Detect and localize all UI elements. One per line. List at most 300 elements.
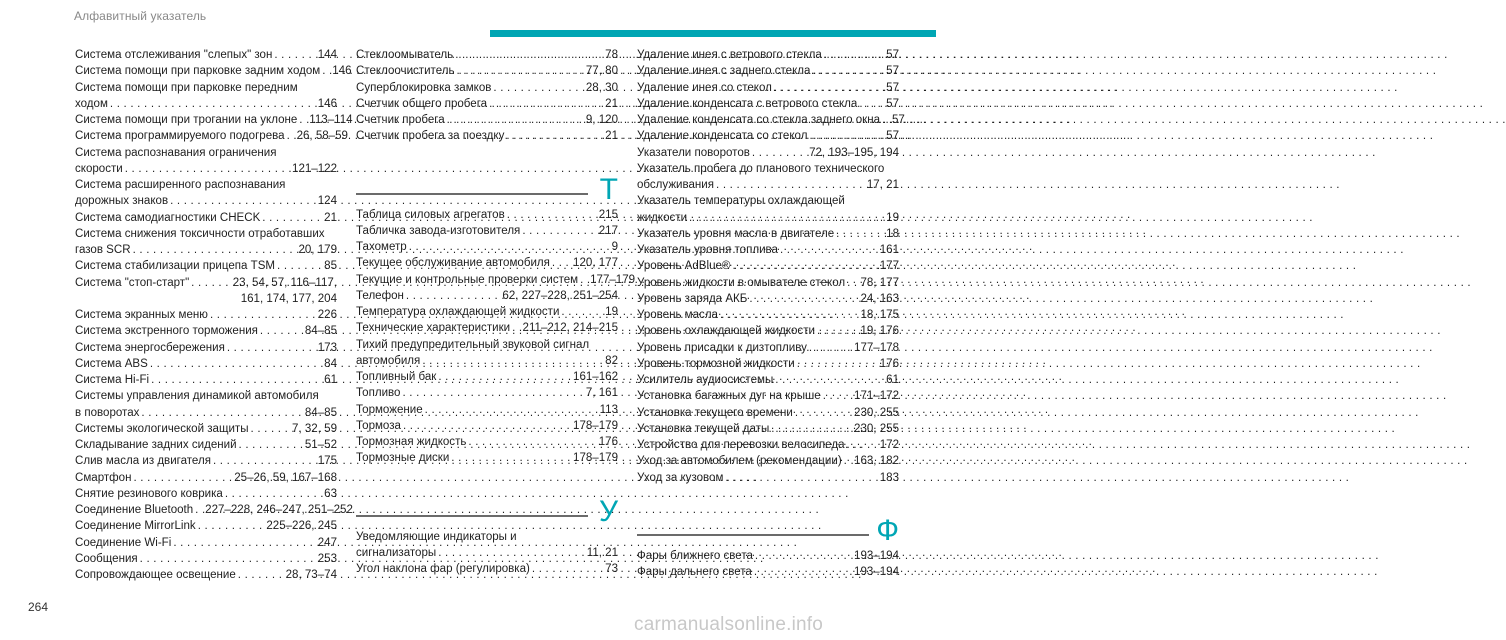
index-entry-line (75, 551, 337, 567)
index-entry-term: Уровень заряда АКБ (637, 292, 748, 305)
index-entry (75, 437, 337, 453)
index-entry-line (356, 272, 636, 288)
index-entry-pages: 124 (317, 195, 337, 208)
index-entry-term: Тормозные диски (356, 452, 450, 465)
dot-leader (407, 239, 612, 255)
index-entry-line (75, 437, 337, 453)
index-entry (637, 548, 899, 564)
index-entry (75, 470, 337, 486)
index-entry-term: Указатели поворотов (637, 146, 750, 159)
index-entry (637, 405, 899, 421)
section-divider-t (356, 145, 618, 207)
index-entry-term: Система Hi-Fi (75, 374, 150, 386)
index-entry-pages: 226 (317, 309, 337, 321)
index-entry (637, 421, 899, 437)
index-entry-term: Система "стоп-старт" (75, 276, 190, 289)
index-entry-pages: 84–85 (304, 325, 337, 338)
index-entry-line (356, 385, 618, 401)
index-entry-term: Складывание задних сидений (75, 439, 237, 451)
index-entry-term: Телефон (356, 289, 404, 302)
dot-leader (880, 112, 892, 128)
index-entry (356, 207, 618, 223)
index-column-1 (75, 47, 353, 583)
index-entry-term: Система стабилизации прицепа TSM (75, 260, 276, 273)
index-entry (356, 223, 618, 239)
section-letter-u: У (598, 494, 618, 528)
index-entry (356, 450, 618, 466)
dot-leader (718, 307, 860, 323)
index-entry-pages: 193–194 (854, 549, 899, 562)
index-entry-term: Система энергосбережения (75, 341, 225, 354)
dot-leader (208, 307, 318, 323)
dot-leader (445, 112, 586, 128)
index-entry-pages: 23, 54, 57, 116–117, (232, 276, 337, 289)
index-entry-line (75, 128, 348, 144)
index-entry-pages: 9, 120 (585, 114, 618, 126)
index-entry-pages: 77, 80 (585, 65, 618, 78)
index-entry-pages: 19, 176 (860, 325, 899, 338)
dot-leader (138, 551, 318, 567)
index-entry-pages: 144 (317, 49, 337, 61)
index-entry (75, 518, 337, 534)
index-entry-term: Уровень жидкости в омывателе стекол (637, 276, 846, 289)
index-entry-term: Табличка завода-изготовителя (356, 224, 521, 237)
index-entry-pages: 19 (886, 211, 899, 224)
index-entry-term: Уровень масла (637, 309, 718, 321)
index-entry (75, 63, 352, 79)
index-entry (75, 486, 337, 502)
index-entry-pages: 7, 32, 59 (292, 422, 337, 435)
index-entry-line (75, 63, 352, 79)
index-entry (356, 255, 618, 271)
dot-leader (237, 437, 305, 453)
dot-leader (225, 340, 318, 356)
section-divider-u (356, 467, 618, 529)
index-entry (356, 434, 618, 450)
index-entry-line (75, 518, 337, 534)
index-entry (75, 323, 337, 339)
index-entry-pages: 24, 163 (860, 292, 899, 305)
section-rule (637, 534, 869, 536)
index-entry-line (75, 405, 337, 421)
index-entry-term: Тахометр (356, 241, 407, 253)
dot-leader (510, 320, 522, 336)
index-entry (637, 275, 899, 291)
index-entry-term: Установка текущего времени (637, 406, 793, 419)
index-entry-line (75, 356, 337, 372)
index-entry-line (356, 561, 618, 577)
dot-leader (148, 356, 324, 372)
index-entry-term: Удаление конденсата с ветрового стекла (637, 97, 858, 110)
dot-leader (504, 128, 605, 144)
index-entry-line (637, 210, 899, 226)
index-entry-term: Уровень AdBlue® (637, 260, 731, 273)
dot-leader (108, 96, 318, 112)
index-entry-pages: 25–26, 59, 167–168 (234, 471, 337, 484)
dot-leader (449, 450, 573, 466)
index-entry-term: Счетчик общего пробега (356, 97, 488, 110)
index-entry-term: Фары ближнего света (637, 549, 753, 562)
index-entry-pages: 146 (317, 97, 337, 110)
index-entry-pages: 84–85 (304, 406, 337, 419)
dot-leader (423, 402, 600, 418)
index-entry-line (356, 434, 618, 450)
dot-leader (285, 128, 297, 144)
index-entry-term: Уход за автомобилем (рекомендации) (637, 455, 842, 468)
index-entry (356, 561, 618, 577)
index-entry-line (75, 372, 337, 388)
index-entry-term: Указатель уровня топлива (637, 244, 778, 256)
index-entry (356, 304, 618, 320)
dot-leader (249, 421, 293, 437)
index-entry-term-lead: Указатель температуры охлаждающей (637, 195, 845, 208)
index-entry-line (637, 258, 899, 274)
index-entry-pages: 121–122 (292, 162, 337, 175)
index-entry (75, 226, 337, 259)
index-entry-pages: 175 (317, 455, 337, 468)
index-entry-line (75, 307, 337, 323)
index-entry-line (637, 96, 899, 112)
index-entry-term: Сопровождающее освещение (75, 569, 236, 581)
index-entry-line (356, 450, 618, 466)
page-number: 264 (28, 600, 49, 614)
dot-leader (258, 323, 305, 339)
index-entry-line (75, 470, 337, 486)
index-entry-term-lead: Указатель пробега до планового технического (637, 162, 885, 175)
index-entry (637, 291, 899, 307)
dot-leader (236, 567, 286, 583)
index-entry (637, 80, 899, 96)
index-entry (75, 210, 337, 226)
index-entry-term: Торможение (356, 403, 423, 416)
dot-leader (687, 210, 886, 226)
index-entry-term: Уровень охлаждающей жидкости (637, 325, 815, 338)
index-entry-term: Система помощи при парковке задним ходом (75, 65, 321, 78)
index-entry-pages: 51–52 (304, 439, 337, 451)
index-entry-line (637, 340, 899, 356)
index-entry-line (637, 388, 899, 404)
index-entry-pages: 183 (879, 471, 899, 484)
index-entry-term: Удаление инея со стекол (637, 81, 772, 94)
watermark-text: carmanualsonline.info (634, 614, 824, 635)
index-entry (637, 47, 899, 63)
index-entry (356, 128, 618, 144)
index-entry-term: дорожных знаков (75, 195, 169, 208)
dot-leader (196, 518, 267, 534)
index-entry (75, 372, 337, 388)
index-entry (637, 112, 905, 128)
index-entry-term: Система ABS (75, 357, 148, 370)
index-entry-line (356, 320, 618, 336)
dot-leader (772, 80, 886, 96)
index-entry-line (75, 161, 337, 177)
index-group-u-continued (637, 47, 905, 486)
index-entry (356, 385, 618, 401)
index-entry-term: Слив масла из двигателя (75, 455, 211, 468)
index-entry-term: Фары дальнего света (637, 566, 752, 578)
index-entry-pages: 215 (598, 208, 618, 221)
index-entry-pages: 57 (892, 114, 905, 126)
index-entry (356, 320, 618, 336)
index-entry-term: Текущее обслуживание автомобиля (356, 257, 550, 270)
index-entry-term: Счетчик пробега за поездку (356, 130, 505, 143)
index-entry-line (637, 307, 899, 323)
header-accent-bar (490, 30, 936, 37)
index-entry-line (75, 210, 337, 226)
dot-leader (131, 242, 299, 258)
dot-leader (171, 535, 317, 551)
index-entry (637, 340, 899, 356)
dot-leader (752, 564, 854, 580)
index-entry-term: Система экстренного торможения (75, 325, 258, 338)
dot-leader (550, 255, 573, 271)
index-entry-line (356, 223, 618, 239)
index-entry-term-lead: Тихий предупредительный звуковой сигнал (356, 338, 590, 351)
index-entry-term: Тормозная жидкость (356, 436, 467, 448)
index-entry-term: Уровень тормозной жидкости (637, 357, 795, 370)
dot-leader (778, 242, 880, 258)
index-entry-pages: 163, 182 (854, 455, 899, 468)
index-entry-pages: 18, 175 (860, 309, 899, 321)
index-entry-term: Смартфон (75, 471, 132, 484)
index-entry-term: Установка текущей даты (637, 422, 770, 435)
index-entry-term: Стеклоочиститель (356, 65, 455, 78)
index-entry-pages: 211–212, 214–215 (522, 322, 618, 335)
index-entry-line (637, 80, 899, 96)
index-entry-line (356, 239, 618, 255)
index-entry-term-lead: Система распознавания ограничения (75, 146, 277, 159)
index-entry-pages: 62, 227–228, 251–254 (502, 289, 618, 302)
index-entry-line (75, 96, 337, 112)
index-entry-line (356, 402, 618, 418)
index-entry-line (637, 275, 899, 291)
index-entry-line (75, 421, 337, 437)
index-entry (75, 307, 337, 323)
dot-leader (491, 80, 585, 96)
index-entry-line (75, 242, 337, 258)
index-entry-term: Тормоза (356, 419, 401, 432)
index-entry (75, 80, 337, 113)
index-entry-line (75, 258, 337, 274)
dot-leader (815, 323, 861, 339)
index-entry (637, 63, 899, 79)
index-entry (356, 337, 618, 370)
index-entry-term: Сообщения (75, 552, 138, 565)
index-entry-line (356, 96, 618, 112)
index-entry-line (637, 421, 899, 437)
index-entry-pages: 173 (317, 341, 337, 354)
index-entry-pages: 57 (886, 65, 899, 78)
index-entry-line (356, 47, 618, 63)
dot-leader (401, 418, 573, 434)
index-entry (637, 372, 899, 388)
index-entry (356, 96, 618, 112)
index-entry-line (356, 304, 618, 320)
dot-leader (842, 453, 854, 469)
index-entry-term: сигнализаторы (356, 546, 437, 559)
index-entry-term-lead: Системы управления динамикой автомобиля (75, 390, 319, 403)
index-entry-line (637, 437, 899, 453)
index-entry-term: Текущие и контрольные проверки систем (356, 273, 579, 286)
index-group-u (356, 529, 618, 578)
index-entry-term: Указатель уровня масла в двигателе (637, 227, 835, 240)
section-rule (356, 193, 588, 195)
index-entry-term: Уход за кузовом (637, 471, 724, 484)
section-rule (356, 515, 588, 517)
index-entry-pages: 63 (324, 487, 337, 500)
dot-leader (773, 372, 886, 388)
index-entry-term: Угол наклона фар (регулировка) (356, 563, 530, 575)
index-entry (637, 96, 899, 112)
index-entry-line (637, 453, 899, 469)
dot-leader (520, 223, 598, 239)
index-entry-term: обслуживания (637, 179, 714, 191)
dot-leader (400, 385, 585, 401)
index-entry-line (356, 80, 618, 96)
index-entry (637, 242, 899, 258)
index-entry (356, 402, 618, 418)
dot-leader (168, 193, 318, 209)
index-entry-pages: 176 (879, 357, 899, 370)
index-entry-pages: 225–226, 245 (266, 520, 337, 533)
dot-leader (578, 272, 590, 288)
index-entry-pages: 247 (317, 536, 337, 549)
index-entry (75, 535, 337, 551)
dot-leader (123, 161, 292, 177)
dot-leader (466, 434, 598, 450)
index-entry-line (75, 193, 337, 209)
index-entry (75, 47, 337, 63)
index-entry-term: Система экранных меню (75, 309, 208, 321)
index-entry-term: Соединение Wi-Fi (75, 536, 172, 549)
index-entry-pages: 161 (879, 244, 899, 256)
dot-leader (834, 226, 886, 242)
index-entry (356, 80, 618, 96)
index-entry-term: Соединение MirrorLink (75, 520, 196, 533)
index-entry-pages: 178–179 (573, 419, 618, 432)
index-entry-line (637, 470, 899, 486)
index-entry-line (637, 112, 905, 128)
index-entry (637, 307, 899, 323)
index-entry-term: Удаление инея с заднего стекла (637, 65, 811, 78)
index-entry-term: ходом (75, 97, 108, 110)
index-entry-line (75, 112, 353, 128)
index-entry (637, 437, 899, 453)
index-entry-line (637, 323, 899, 339)
section-letter-f: Ф (876, 513, 899, 547)
index-entry-line (75, 453, 337, 469)
index-entry-term: жидкости (637, 211, 688, 224)
index-entry (75, 258, 337, 274)
index-entry (356, 288, 618, 304)
index-entry-line (356, 418, 618, 434)
index-entry-term: скорости (75, 162, 123, 175)
index-entry-term: Система помощи при трогании на уклоне (75, 114, 298, 126)
dot-leader (505, 207, 599, 223)
dot-leader (845, 437, 880, 453)
index-entry-pages: 161–162 (573, 371, 618, 383)
index-entry-pages: 19 (605, 306, 618, 318)
index-entry-line (637, 372, 899, 388)
index-entry (637, 128, 899, 144)
index-entry-line (356, 369, 618, 385)
dot-leader (753, 548, 854, 564)
index-entry-term: Суперблокировка замков (356, 81, 492, 94)
index-entry (637, 564, 899, 580)
index-entry-pages: 57 (886, 97, 899, 110)
index-entry-pages: 82 (605, 354, 618, 367)
dot-leader (795, 356, 880, 372)
dot-leader (530, 561, 605, 577)
index-entry-pages: 177 (879, 260, 899, 273)
index-entry-line (637, 128, 899, 144)
dot-leader (793, 405, 854, 421)
index-entry-pages: 227–228, 246–247, 251–252 (205, 504, 353, 516)
dot-leader (821, 388, 854, 404)
dot-leader (810, 63, 886, 79)
index-group-t (356, 207, 636, 467)
index-entry (637, 470, 899, 486)
index-entry (356, 529, 618, 562)
index-entry-pages: 26, 58–59 (296, 130, 348, 143)
dot-leader (807, 340, 854, 356)
dot-leader (857, 96, 886, 112)
index-column-2 (356, 47, 636, 577)
index-entry-line (637, 145, 899, 161)
index-entry-pages: 193–194 (854, 566, 899, 578)
index-entry-pages: 177–179 (590, 273, 636, 286)
index-entry (75, 340, 337, 356)
index-group-f (637, 548, 899, 581)
index-entry-pages: 28, 73–74 (285, 569, 337, 581)
index-entry-pages: 217 (598, 224, 618, 237)
index-entry-pages: 21 (605, 97, 618, 110)
index-entry-pages: 61 (324, 374, 337, 386)
index-entry (75, 421, 337, 437)
dot-leader (436, 545, 587, 561)
index-entry-line (637, 356, 899, 372)
index-entry-term: Усилитель аудиосистемы (637, 374, 774, 386)
index-entry-term: газов SCR (75, 244, 131, 256)
index-entry-pages: 113–114 (309, 114, 353, 126)
dot-leader (807, 128, 886, 144)
index-entry-line (356, 63, 618, 79)
dot-leader (189, 275, 233, 291)
index-entry-pages: 20, 179 (298, 244, 337, 256)
index-entry-line (356, 353, 618, 369)
index-entry (637, 193, 899, 226)
index-entry-term-lead: Система снижения токсичности отработавших (75, 227, 325, 240)
index-entry-pages: 253 (317, 552, 337, 565)
index-entry-pages-continued: 161, 174, 177, 204 (240, 292, 337, 305)
index-entry-term: Система программируемого подогрева (75, 130, 285, 143)
index-entry-pages: 85 (324, 260, 337, 273)
index-entry-pages: 11, 21 (586, 546, 618, 559)
index-entry-term: Технические характеристики (356, 322, 511, 335)
index-entry-line (356, 207, 618, 223)
index-entry-pages: 177–178 (854, 341, 899, 354)
index-entry-pages: 21 (605, 130, 618, 143)
dot-leader (211, 453, 318, 469)
index-entry-term: Снятие резинового коврика (75, 487, 223, 500)
index-entry-line (637, 242, 899, 258)
index-entry-term: Топливный бак (356, 371, 437, 383)
index-entry (637, 226, 899, 242)
index-entry-line (356, 255, 618, 271)
dot-leader (559, 304, 605, 320)
index-entry-term: Система самодиагностики CHECK (75, 211, 261, 224)
index-entry-term: Соединение Bluetooth (75, 504, 194, 516)
